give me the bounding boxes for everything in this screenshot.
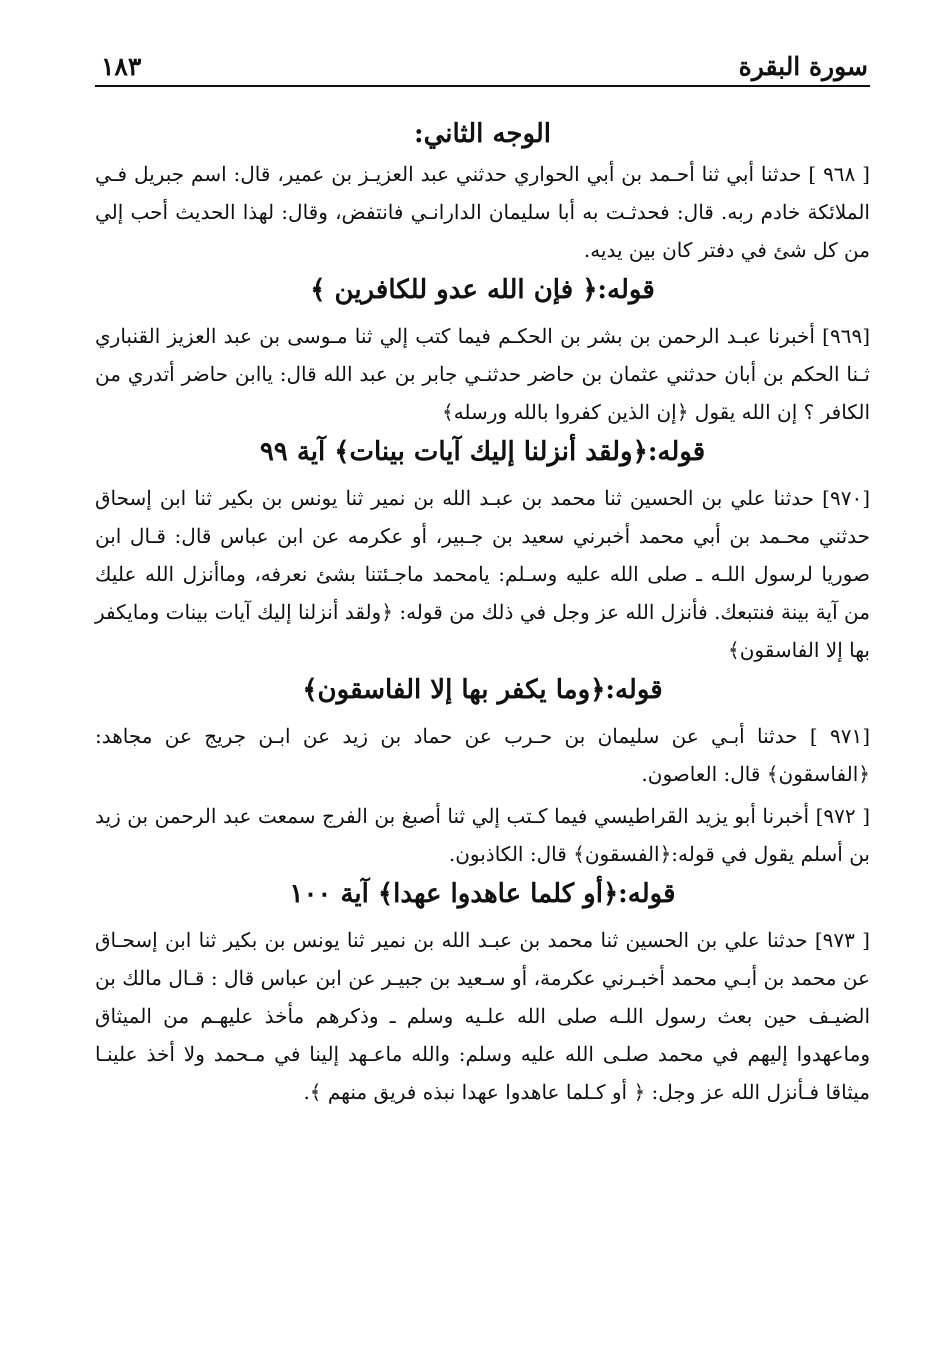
section-heading: قوله:﴿ولقد أنزلنا إليك آيات بينات﴾ آية ٩٩ — [259, 437, 706, 467]
surah-title: سورة البقرة — [738, 52, 868, 81]
hadith-969: [٩٦٩] أخبرنا عبـد الرحمن بن بشر بن الحكـم فيما كتب إلي ثنا مـوسى بن عبد العزيز القنباري ثـنا الحكم بن أبان حدثني عثمان بن حاضر حدثنـي جابر بن عبد الله قال: ياابن حاضر أتدري من الكافر ؟ إن الله يقول ﴿إن الذين كفروا بالله ورسله﴾ — [95, 324, 870, 424]
section-heading: قوله:﴿وما يكفر بها إلا الفاسقون﴾ — [302, 675, 663, 705]
hadith-970: [٩٧٠] حدثنا علي بن الحسين ثنا محمد بن عبـد الله بن نمير ثنا يونس بن بكير ثنا ابن إسحاق حدثني محـمد بن أبي محمد أخبرني سعيد بن جـبير، أو عكرمه عن ابن عباس قال: قـال ابن صوريا لرسول اللـه ـ صلى الله عليه وسـلم: يامحمد ماجـئتنا بشئ نعرفه، وماأنزل الله عليك من آية بينة فنتبعك. فأنزل الله عز وجل في ذلك من قوله: ﴿ولقد أنزلنا إليك آيات بينات ومايكفر بها إلا الفاسقون﴾ — [95, 486, 870, 662]
section-heading: قوله:﴿ فإن الله عدو للكافرين ﴾ — [310, 275, 655, 305]
hadith-968: [ ٩٦٨ ] حدثنا أبي ثنا أحـمد بن أبي الحواري حدثني عبد العزيـز بن عمير، قال: اسم جبريل فـي الملائكة خادم ربه. قال: فحدثـت به أبا سليمان الدارانـي فانتفض، وقال: لهذا الحديث أحب إلي من كل شئ في دفتر كان بين يديه. — [95, 162, 870, 262]
section-heading: الوجه الثاني: — [413, 119, 552, 149]
hadith-972: [ ٩٧٢] أخبرنا أبو يزيد القراطيسي فيما كـتب إلي ثنا أصبغ بن الفرج سمعت عبد الرحمن بن زيد بن أسلم يقول في قوله:﴿الفسقون﴾ قال: الكاذبون. — [95, 804, 870, 866]
page-number: ١٨٣ — [101, 52, 142, 81]
hadith-973: [ ٩٧٣] حدثنا علي بن الحسين ثنا محمد بن عبـد الله بن نمير ثنا يونس بن بكير ثنا ابن إسحـاق عن محمد بن أبـي محمد أخبـرني عكرمة، أو سـعيد بن جبيـر عن ابن عباس قال : قـال مالك بن الضيـف حين بعث رسول اللـه صلى الله علـيه وسلم ـ وذكرهم مأخذ عليهـم من الميثاق وماعهدوا إليهم في محمد صلـى الله عليه وسلم: والله ماعـهد إلينا في مـحمد ولا أخذ علينـا ميثاقا فـأنزل الله عز وجل: ﴿ أو كـلما عاهدوا عهدا نبذه فريق منهم ﴾. — [95, 928, 870, 1104]
section-heading: قوله:﴿أو كلما عاهدوا عهدا﴾ آية ١٠٠ — [289, 879, 676, 909]
page-header — [95, 45, 870, 87]
hadith-971: [٩٧١ ] حدثنا أبـي عن سليمان بن حـرب عن حماد بن زيد عن ابـن جريج عن مجاهد: ﴿الفاسقون﴾ قال: العاصون. — [95, 724, 870, 786]
book-page — [95, 45, 870, 1111]
